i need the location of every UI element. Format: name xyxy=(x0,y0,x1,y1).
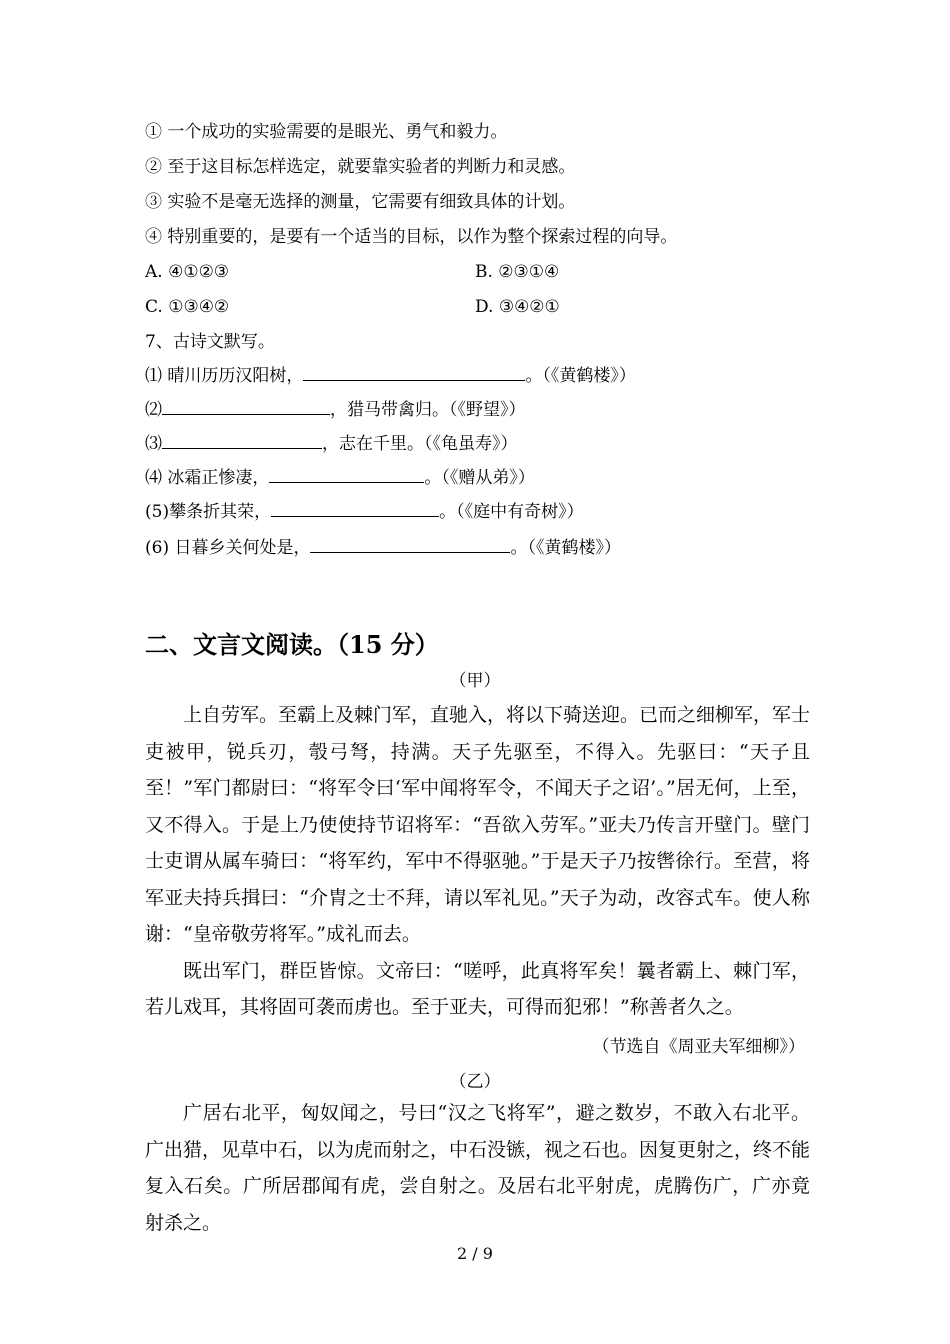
page-number: 2 / 9 xyxy=(457,1244,493,1263)
jia-p1-dotted-ju: 居 · xyxy=(676,777,695,799)
yi-passage xyxy=(145,1095,810,1241)
q7-blank-5[interactable] xyxy=(271,500,439,517)
jia-p1-part-b: 无何，上至，又不得入。于是上乃使使持节诏将军：“吾欲入劳军。”亚夫乃传言开壁门。壁门士吏谓从属车骑曰：“将军约，军中不得驱驰。”于是天子乃按辔徐行。至营，将军亚夫持兵揖曰：“介胄之士不拜，请以军礼见。”天子 xyxy=(145,777,810,909)
q7-item-5 xyxy=(145,500,584,523)
sentence-1: ① 一个成功的实验需要的是眼光、勇气和毅力。 xyxy=(145,122,508,142)
jia-passage xyxy=(145,697,810,1026)
yi-dotted-fu: 复 · xyxy=(145,1175,165,1197)
q7-item-1-pre: ⑴ 晴川历历汉阳树， xyxy=(145,366,304,386)
option-d: D. ③④②① xyxy=(475,297,560,317)
jia-p1-part-c: 动，改容式车。使人称谢：“皇帝敬劳将军。”成礼而去。 xyxy=(145,886,810,945)
q7-item-5-pre: (5)攀条折其荣， xyxy=(145,502,272,522)
q7-item-5-post: 。（《庭中有奇树》） xyxy=(439,502,584,522)
q7-item-3 xyxy=(145,432,518,455)
q7-blank-4[interactable] xyxy=(269,466,424,483)
q7-item-1 xyxy=(145,364,636,387)
jia-source: （节选自《周亚夫军细柳》） xyxy=(592,1037,805,1057)
q7-blank-6[interactable] xyxy=(310,536,510,553)
q7-blank-3[interactable] xyxy=(162,432,322,449)
q7-blank-1[interactable] xyxy=(303,364,525,381)
sentence-2: ② 至于这目标怎样选定，就要靠实验者的判断力和灵感。 xyxy=(145,157,576,177)
jia-p1-dotted-wei: 为 · xyxy=(598,887,617,909)
q7-title: 7、古诗文默写。 xyxy=(145,332,275,352)
yi-part-b: 入石矣。广所居郡闻有虎，尝自射之。及居右北平射虎，虎腾伤广，广亦竟射杀之。 xyxy=(145,1175,810,1234)
q7-item-2-post: ，猎马带禽归。（《野望》） xyxy=(330,400,526,420)
q7-item-2-pre: ⑵ xyxy=(145,400,162,420)
sentence-3: ③ 实验不是毫无选择的测量，它需要有细致具体的计划。 xyxy=(145,192,576,212)
option-b: B. ②③①④ xyxy=(475,262,560,282)
q7-item-6 xyxy=(145,536,621,559)
jia-paragraph-2: 既出军门，群臣皆惊。文帝曰：“嗟呼，此真将军矣！曩者霸上、棘门军，若儿戏耳，其将固可袭而虏也。至于亚夫，可得而犯邪！”称善者久之。 xyxy=(145,959,810,1018)
yi-part-a: 广居右北平，匈奴闻之，号曰“汉之飞将军”，避之数岁，不敢入右北平。广出猎，见草中石，以为虎而射之，中石没镞，视之石也。因复更射之，终不能 xyxy=(145,1102,811,1161)
sentence-4: ④ 特别重要的，是要有一个适当的目标，以作为整个探索过程的向导。 xyxy=(145,227,678,247)
jia-label: （甲） xyxy=(449,671,501,691)
q7-item-4-pre: ⑷ 冰霜正惨凄， xyxy=(145,468,270,488)
yi-label: （乙） xyxy=(449,1072,501,1092)
option-c: C. ①③④② xyxy=(145,297,230,317)
q7-item-6-pre: (6) 日暮乡关何处是， xyxy=(145,538,311,558)
yi-paragraph-1 xyxy=(145,1095,810,1241)
option-a: A. ④①②③ xyxy=(145,262,230,282)
jia-p1-part-a: 上自劳军。至霸上及棘门军，直驰入，将以下骑送迎。已而之细柳军，军士吏被甲，锐兵刃，彀弓弩，持满。天子先驱至，不得入。先驱曰：“天子且至！”军门都尉曰：“将军令曰‘军中闻将军令，不闻天子之诏’。” xyxy=(145,704,811,799)
jia-paragraph-1 xyxy=(145,697,810,953)
q7-item-6-post: 。（《黄鹤楼》） xyxy=(510,538,621,558)
q7-blank-2[interactable] xyxy=(162,398,330,415)
q7-item-4-post: 。（《赠从弟》） xyxy=(424,468,535,488)
q7-item-1-post: 。（《黄鹤楼》） xyxy=(525,366,636,386)
q7-item-3-post: ，志在千里。（《龟虽寿》） xyxy=(322,434,518,454)
q7-item-3-pre: ⑶ xyxy=(145,434,162,454)
section-heading: 二、文言文阅读。（15 分） xyxy=(145,630,439,659)
q7-item-4 xyxy=(145,466,535,489)
q7-item-2 xyxy=(145,398,526,421)
